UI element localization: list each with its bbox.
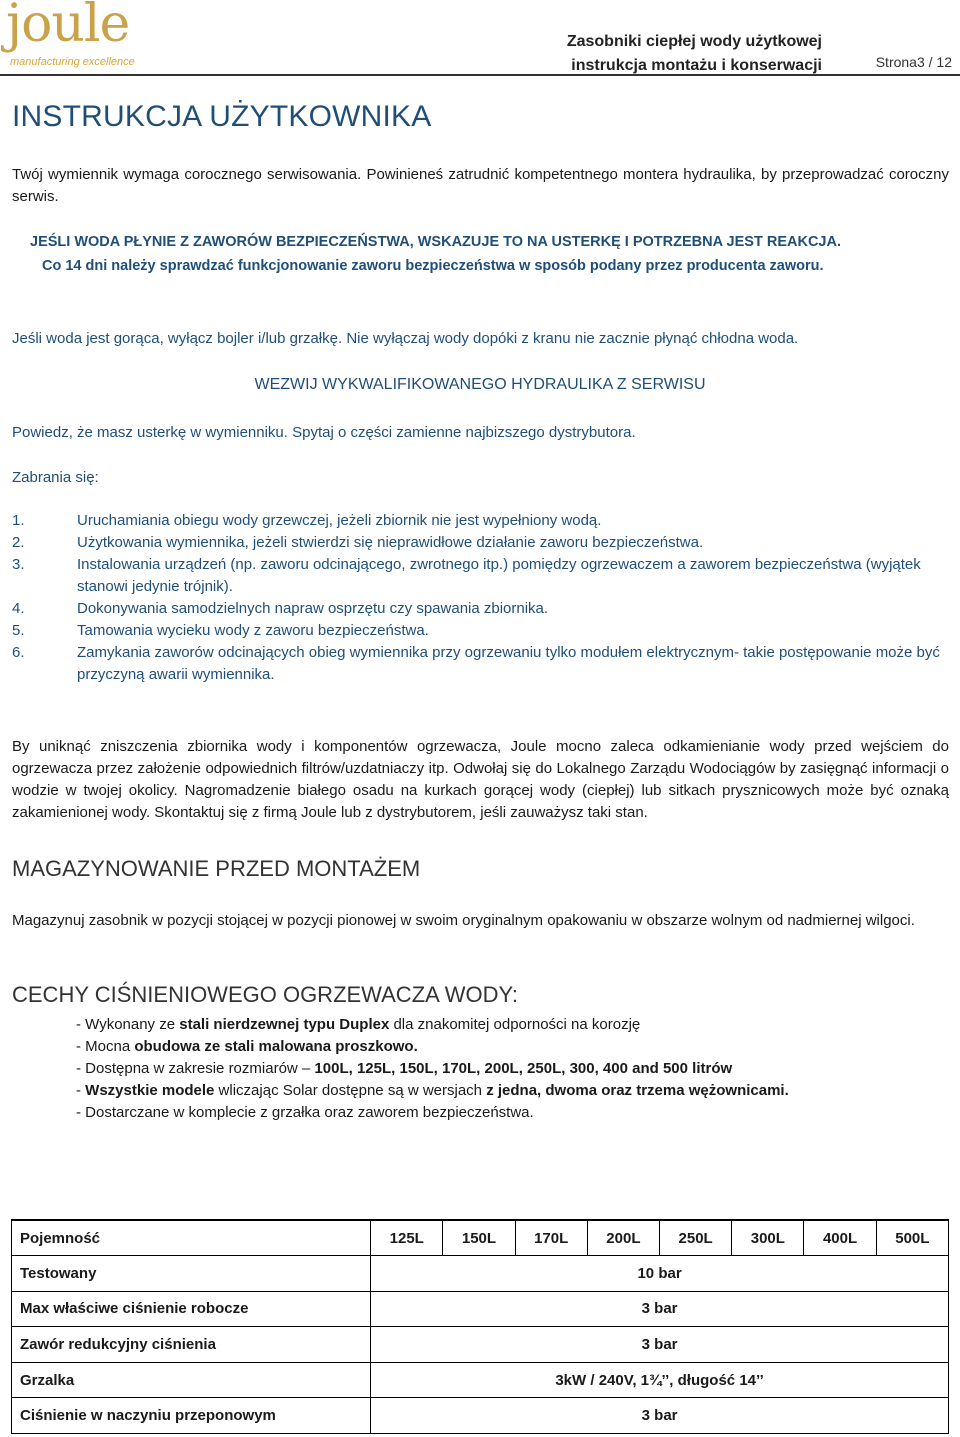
row-label: Max właściwe ciśnienie robocze <box>12 1291 371 1327</box>
capacity-cell: 400L <box>804 1220 876 1256</box>
row-label: Testowany <box>12 1256 371 1292</box>
row-value: 3 bar <box>371 1327 949 1363</box>
capacity-cell: 170L <box>515 1220 587 1256</box>
report-fault-text: Powiedz, że masz usterkę w wymienniku. Spytaj o części zamienne najbizszego dystrybutora. <box>12 424 636 441</box>
feature-item: - Dostępna w zakresie rozmiarów – 100L, 125L, 150L, 170L, 200L, 250L, 300, 400 and 500 litrów <box>76 1060 733 1077</box>
call-plumber-heading: WEZWIJ WYKWALIFIKOWANEGO HYDRAULIKA Z SERWISU <box>254 376 706 393</box>
capacity-cell: 125L <box>371 1220 443 1256</box>
hot-water-instruction: Jeśli woda jest gorąca, wyłącz bojler i/lub grzałkę. Nie wyłączaj wody dopóki z kranu nie zacznie płynąć chłodna woda. <box>12 330 799 347</box>
safety-valve-warning: JEŚLI WODA PŁYNIE Z ZAWORÓW BEZPIECZEŃSTWA, WSKAZUJE TO NA USTERKĘ I POTRZEBNA JEST REAKCJA. <box>30 234 841 250</box>
row-value: 3 bar <box>371 1398 949 1434</box>
document-title-line2: instrukcja montażu i konserwacji <box>571 57 822 74</box>
joule-logo <box>6 2 156 70</box>
document-title <box>567 30 822 78</box>
safety-valve-check-note: Co 14 dni należy sprawdzać funkcjonowanie zaworu bezpieczeństwa w sposób podany przez producenta zaworu. <box>42 258 824 274</box>
row-label: Ciśnienie w naczyniu przeponowym <box>12 1398 371 1434</box>
service-intro-text: Twój wymiennik wymaga corocznego serwisowania. Powinieneś zatrudnić kompetentnego montera hydraulika, by przeprowadzać coroczny serwis. <box>12 166 949 205</box>
row-label: Zawór redukcyjny ciśnienia <box>12 1327 371 1363</box>
row-value: 3kW / 240V, 1¾’’, długość 14’’ <box>371 1362 949 1398</box>
feature-item: - Wszystkie modele wliczając Solar dostępne są w wersjach z jedna, dwoma oraz trzema wężownicami. <box>76 1082 789 1099</box>
storage-heading: MAGAZYNOWANIE PRZED MONTAŻEM <box>12 856 421 881</box>
capacity-cell: 250L <box>660 1220 732 1256</box>
table-row <box>12 1362 949 1398</box>
row-label: Grzalka <box>12 1362 371 1398</box>
table-row <box>12 1256 949 1292</box>
descaling-recommendation: By uniknąć zniszczenia zbiornika wody i komponentów ogrzewacza, Joule mocno zaleca odkamienianie wody przed wejściem do ogrzewacza przez założenie odpowiednich filtrów/uzdatniaczy itp. Odwołaj się do Lokalnego Zarządu Wodociągów by zasięgnąć informacji o wodzie w twojej okolicy. Nagromadzenie białego osadu na kurkach gorącej wody (ciepłej) lub sitkach prysznicowych może być oznaką zakamienionej wody. Skontaktuj się z firmą Joule lub z dystrybutorem, jeśli zauważysz taki stan. <box>12 738 949 821</box>
table-header-row <box>12 1220 949 1256</box>
specifications-table <box>11 1219 949 1434</box>
document-title-line1: Zasobniki ciepłej wody użytkowej <box>566 33 822 50</box>
capacity-cell: 150L <box>443 1220 515 1256</box>
list-item: 2. Użytkowania wymiennika, jeżeli stwierdzi się nieprawidłowe działanie zaworu bezpieczeństwa. <box>12 534 704 551</box>
row-value: 3 bar <box>371 1291 949 1327</box>
forbidden-list <box>12 510 949 686</box>
table-row <box>12 1398 949 1434</box>
capacity-cell: 500L <box>876 1220 948 1256</box>
feature-item: - Wykonany ze stali nierdzewnej typu Duplex dla znakomitej odporności na korozję <box>76 1016 641 1033</box>
row-value: 10 bar <box>371 1256 949 1292</box>
page-number: Strona3 / 12 <box>875 54 952 70</box>
list-item: 6. Zamykania zaworów odcinających obieg wymiennika przy ogrzewaniu tylko modułem elektrycznym- takie postępowanie może być przyczyną awarii wymiennika. <box>12 644 940 683</box>
logo-tagline: manufacturing excellence <box>10 56 135 68</box>
capacity-cell: 200L <box>587 1220 659 1256</box>
table-header-label: Pojemność <box>12 1220 371 1256</box>
user-instructions-heading: INSTRUKCJA UŻYTKOWNIKA <box>12 100 432 133</box>
forbidden-label: Zabrania się: <box>12 469 99 486</box>
feature-item: - Dostarczane w komplecie z grzałka oraz zaworem bezpieczeństwa. <box>76 1104 534 1121</box>
storage-text: Magazynuj zasobnik w pozycji stojącej w pozycji pionowej w swoim oryginalnym opakowaniu w obszarze wolnym od nadmiernej wilgoci. <box>12 912 915 929</box>
list-item: 5. Tamowania wycieku wody z zaworu bezpieczeństwa. <box>12 622 429 639</box>
table-row <box>12 1291 949 1327</box>
header-divider <box>0 74 960 76</box>
features-heading: CECHY CIŚNIENIOWEGO OGRZEWACZA WODY: <box>12 982 519 1007</box>
logo-wordmark: joule <box>6 0 130 54</box>
features-list <box>76 1014 789 1124</box>
feature-item: - Mocna obudowa ze stali malowana proszkowo. <box>76 1038 418 1055</box>
table-row <box>12 1327 949 1363</box>
list-item: 3. Instalowania urządzeń (np. zaworu odcinającego, zwrotnego itp.) pomiędzy ogrzewaczem a zaworem bezpieczeństwa (wyjątek stanowi jedynie trójnik). <box>12 556 921 595</box>
capacity-cell: 300L <box>732 1220 804 1256</box>
list-item: 4. Dokonywania samodzielnych napraw osprzętu czy spawania zbiornika. <box>12 600 549 617</box>
list-item: 1. Uruchamiania obiegu wody grzewczej, jeżeli zbiornik nie jest wypełniony wodą. <box>12 512 602 529</box>
page-header <box>0 0 960 76</box>
